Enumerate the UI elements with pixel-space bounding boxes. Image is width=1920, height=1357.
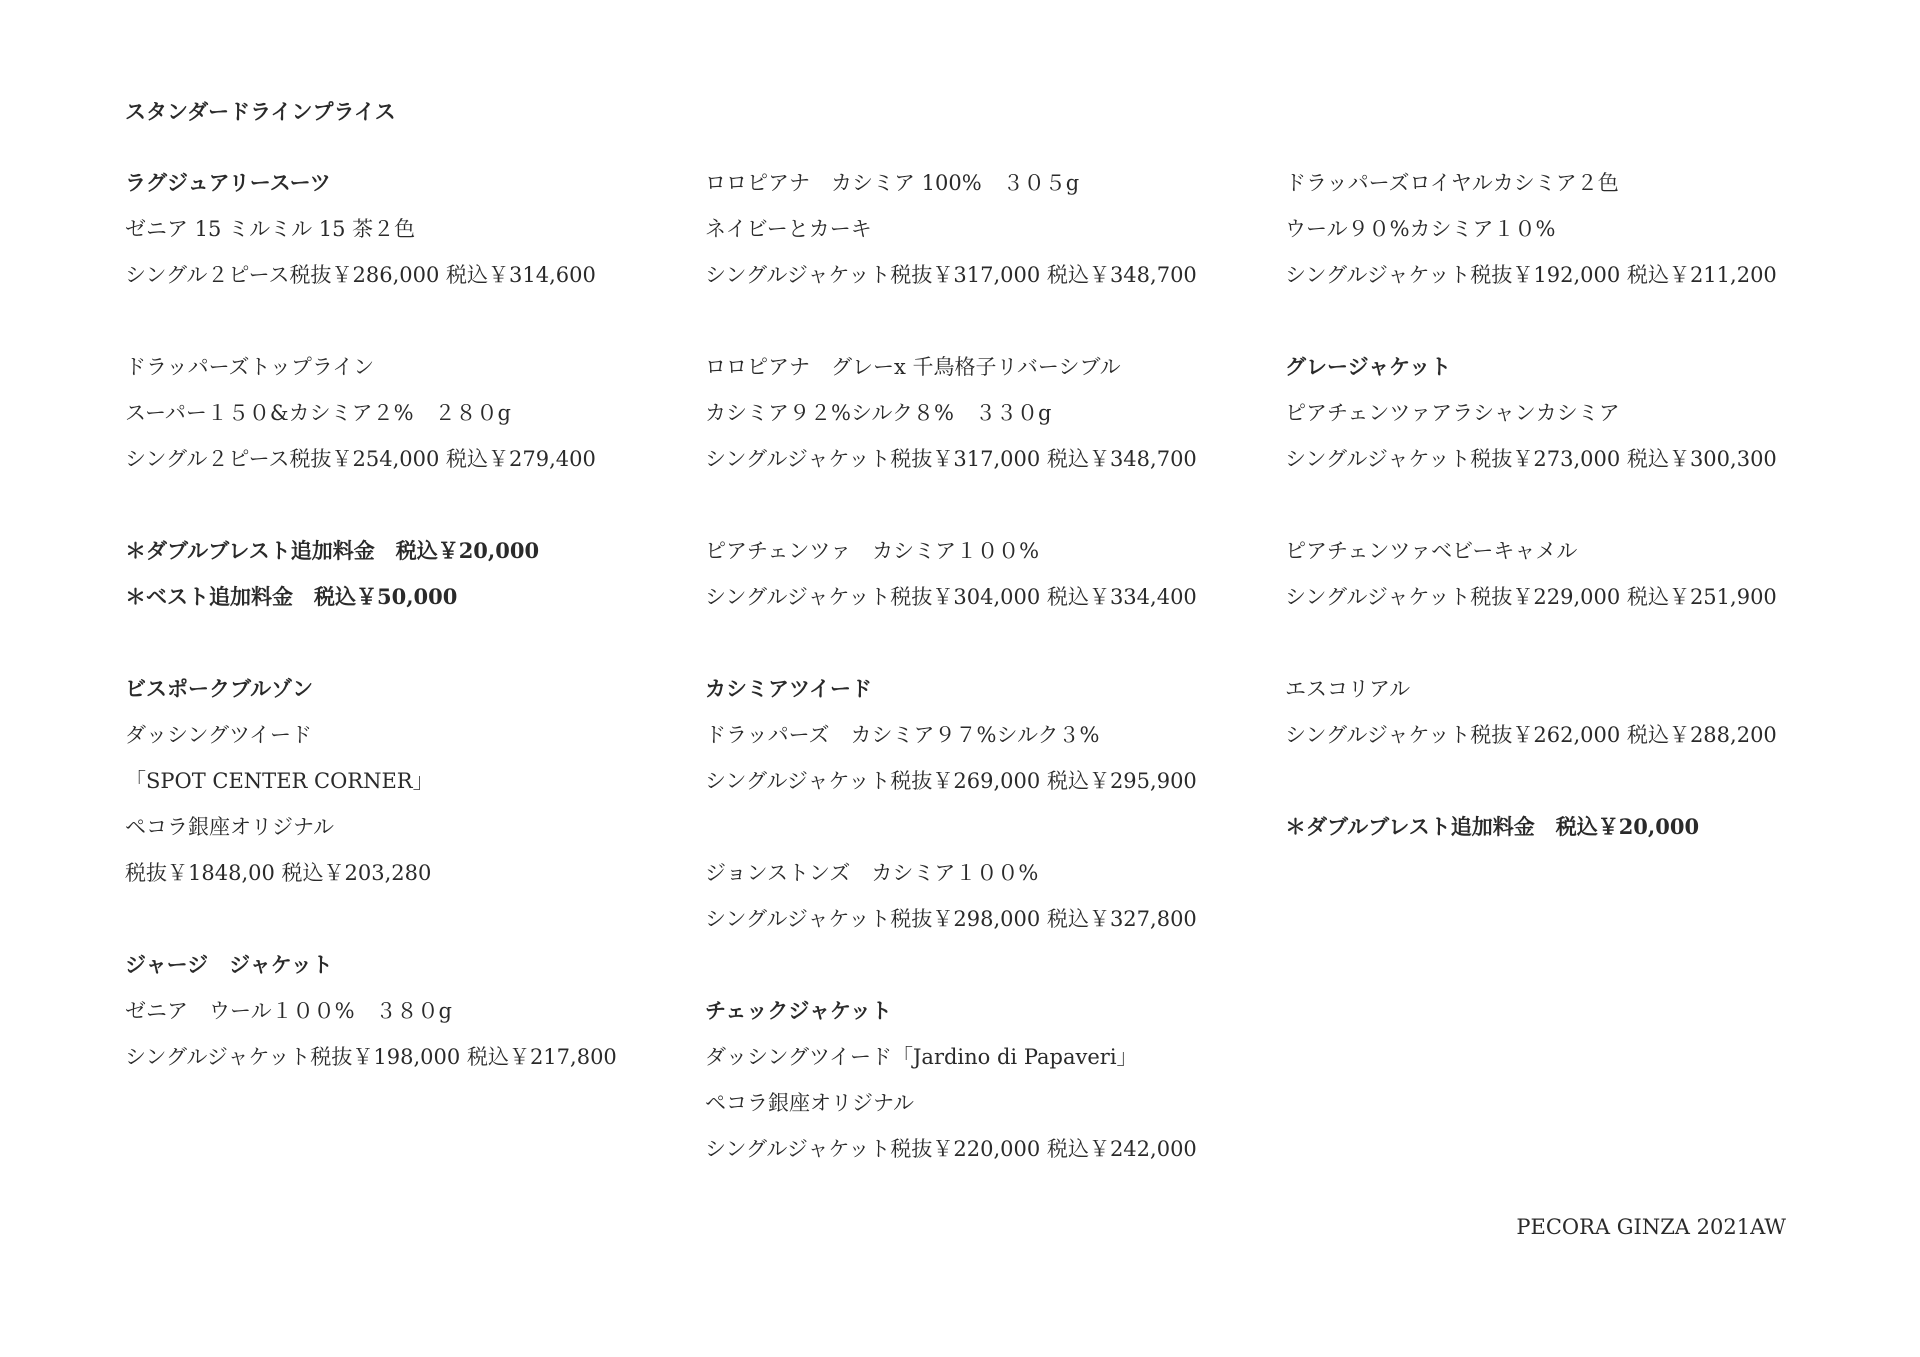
product-block <box>1285 528 1855 620</box>
product-line: ドラッパーズ カシミア９７%シルク３% <box>705 723 1100 747</box>
product-line: ピアチェンツァアラシャンカシミア <box>1285 401 1620 425</box>
product-block <box>705 160 1275 298</box>
product-block <box>705 344 1275 482</box>
product-line: ペコラ銀座オリジナル <box>125 815 334 839</box>
product-line: ペコラ銀座オリジナル <box>705 1091 914 1115</box>
product-line: シングル２ピース税抜￥254,000 税込￥279,400 <box>125 447 596 471</box>
product-line: ピアチェンツァ カシミア１００% <box>705 539 1040 563</box>
product-line: エスコリアル <box>1285 677 1411 701</box>
product-line: ドラッパーズトップライン <box>125 355 375 379</box>
product-heading: カシミアツイード <box>705 676 872 701</box>
product-block <box>705 528 1275 620</box>
product-line: ピアチェンツァベビーキャメル <box>1285 539 1578 563</box>
product-heading: グレージャケット <box>1285 354 1452 379</box>
product-block <box>125 344 695 482</box>
product-line: ジョンストンズ カシミア１００% <box>705 861 1039 885</box>
product-line: シングルジャケット税抜￥192,000 税込￥211,200 <box>1285 263 1777 287</box>
product-line: ロロピアナ カシミア 100% ３０５g <box>705 171 1080 195</box>
product-heading: ＊ベスト追加料金 税込￥50,000 <box>125 584 458 609</box>
product-block <box>1285 666 1855 758</box>
product-line: シングルジャケット税抜￥317,000 税込￥348,700 <box>705 263 1197 287</box>
product-line: 「SPOT CENTER CORNER」 <box>125 769 434 793</box>
product-line: シングルジャケット税抜￥317,000 税込￥348,700 <box>705 447 1197 471</box>
product-line: シングルジャケット税抜￥198,000 税込￥217,800 <box>125 1045 617 1069</box>
product-block <box>705 988 1275 1172</box>
product-block <box>125 666 695 896</box>
product-heading: ジャージ ジャケット <box>125 952 333 977</box>
product-line: カシミア９２%シルク８% ３３０g <box>705 401 1052 425</box>
product-line: ロロピアナ グレーx 千鳥格子リバーシブル <box>705 355 1121 379</box>
price-column-3 <box>1285 160 1855 896</box>
product-line: シングル２ピース税抜￥286,000 税込￥314,600 <box>125 263 596 287</box>
product-block <box>1285 344 1855 482</box>
product-heading: ラグジュアリースーツ <box>125 170 331 195</box>
page-title: スタンダードラインプライス <box>125 99 396 124</box>
product-heading: ＊ダブルブレスト追加料金 税込￥20,000 <box>125 538 540 563</box>
product-line: ウール９０%カシミア１０% <box>1285 217 1556 241</box>
product-block <box>1285 804 1855 850</box>
product-line: ゼニア 15 ミルミル 15 茶２色 <box>125 217 416 241</box>
product-block <box>125 160 695 298</box>
product-line: ネイビーとカーキ <box>705 217 872 241</box>
product-block <box>1285 160 1855 298</box>
product-line: ダッシングツイード「Jardino di Papaveri」 <box>705 1045 1138 1069</box>
product-block <box>125 942 695 1080</box>
product-heading: ビスポークブルゾン <box>125 676 314 701</box>
product-line: ゼニア ウール１００% ３８０g <box>125 999 452 1023</box>
product-block <box>705 666 1275 804</box>
product-block <box>125 528 695 620</box>
price-column-2 <box>705 160 1275 1218</box>
product-line: ダッシングツイード <box>125 723 313 747</box>
product-line: シングルジャケット税抜￥273,000 税込￥300,300 <box>1285 447 1777 471</box>
product-block <box>705 850 1275 942</box>
product-line: ドラッパーズロイヤルカシミア２色 <box>1285 171 1619 195</box>
product-line: シングルジャケット税抜￥269,000 税込￥295,900 <box>705 769 1197 793</box>
product-line: シングルジャケット税抜￥220,000 税込￥242,000 <box>705 1137 1197 1161</box>
product-heading: チェックジャケット <box>705 998 892 1023</box>
product-line: シングルジャケット税抜￥229,000 税込￥251,900 <box>1285 585 1777 609</box>
price-column-1 <box>125 160 695 1126</box>
product-heading: ＊ダブルブレスト追加料金 税込￥20,000 <box>1285 814 1700 839</box>
product-line: シングルジャケット税抜￥304,000 税込￥334,400 <box>705 585 1197 609</box>
product-line: シングルジャケット税抜￥298,000 税込￥327,800 <box>705 907 1197 931</box>
product-line: 税抜￥1848,00 税込￥203,280 <box>125 861 432 885</box>
footer-brand: PECORA GINZA 2021AW <box>1516 1215 1786 1239</box>
product-line: シングルジャケット税抜￥262,000 税込￥288,200 <box>1285 723 1777 747</box>
product-line: スーパー１５０&カシミア２% ２８０g <box>125 401 511 425</box>
